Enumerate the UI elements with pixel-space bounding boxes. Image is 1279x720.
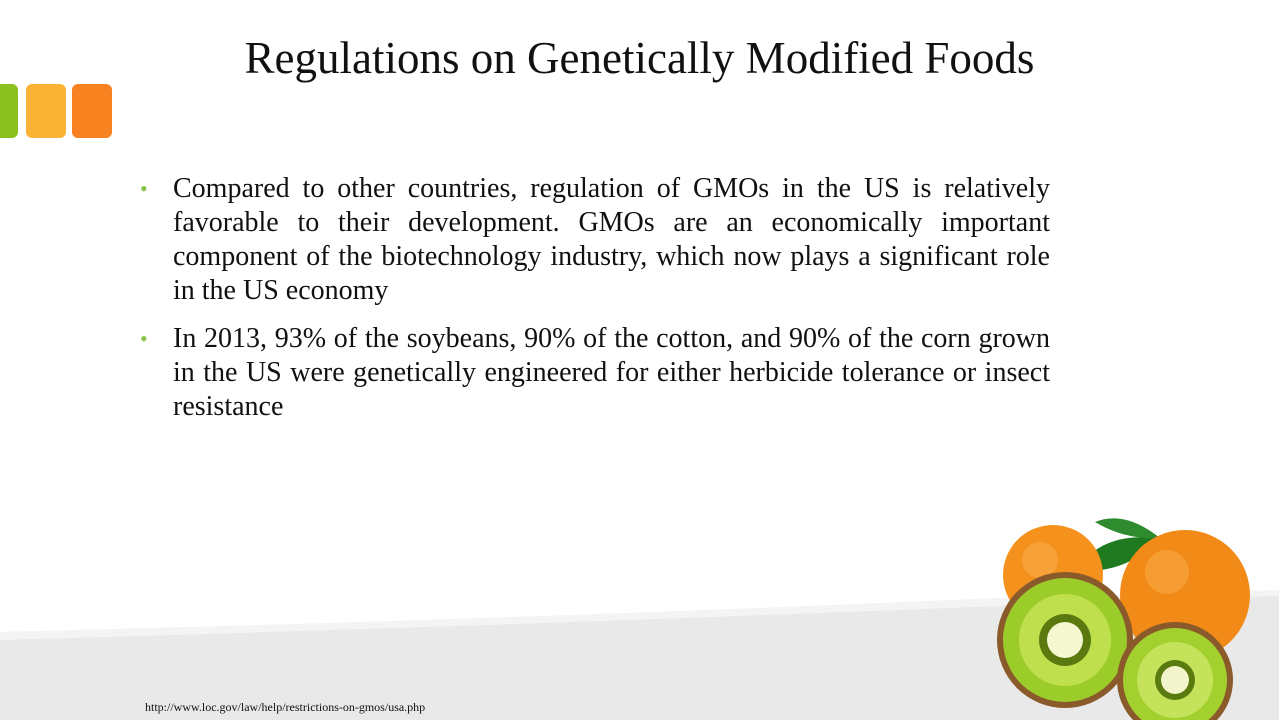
slide-title: Regulations on Genetically Modified Foods (244, 33, 1035, 83)
bullet-item (140, 322, 1050, 424)
bullet-text: Compared to other countries, regulation of GMOs in the US is relatively favorable to their development. GMOs are an economically important component of the biotechnology industry, which now plays a significant role in the US economy (173, 173, 1050, 306)
bullet-item (140, 172, 1050, 308)
source-link[interactable]: http://www.loc.gov/law/help/restrictions-on-gmos/usa.php (145, 700, 426, 714)
orange-kiwi-fruit-icon (995, 510, 1265, 720)
bullet-list (140, 172, 1050, 438)
yellow-square (26, 84, 66, 138)
bullet-text: In 2013, 93% of the soybeans, 90% of the cotton, and 90% of the corn grown in the US were genetically engineered for either herbicide tolerance or insect resistance (173, 323, 1050, 422)
bullet-dot-icon: • (140, 176, 148, 201)
bullet-dot-icon: • (140, 326, 148, 351)
orange-square (72, 84, 112, 138)
green-square (0, 84, 18, 138)
